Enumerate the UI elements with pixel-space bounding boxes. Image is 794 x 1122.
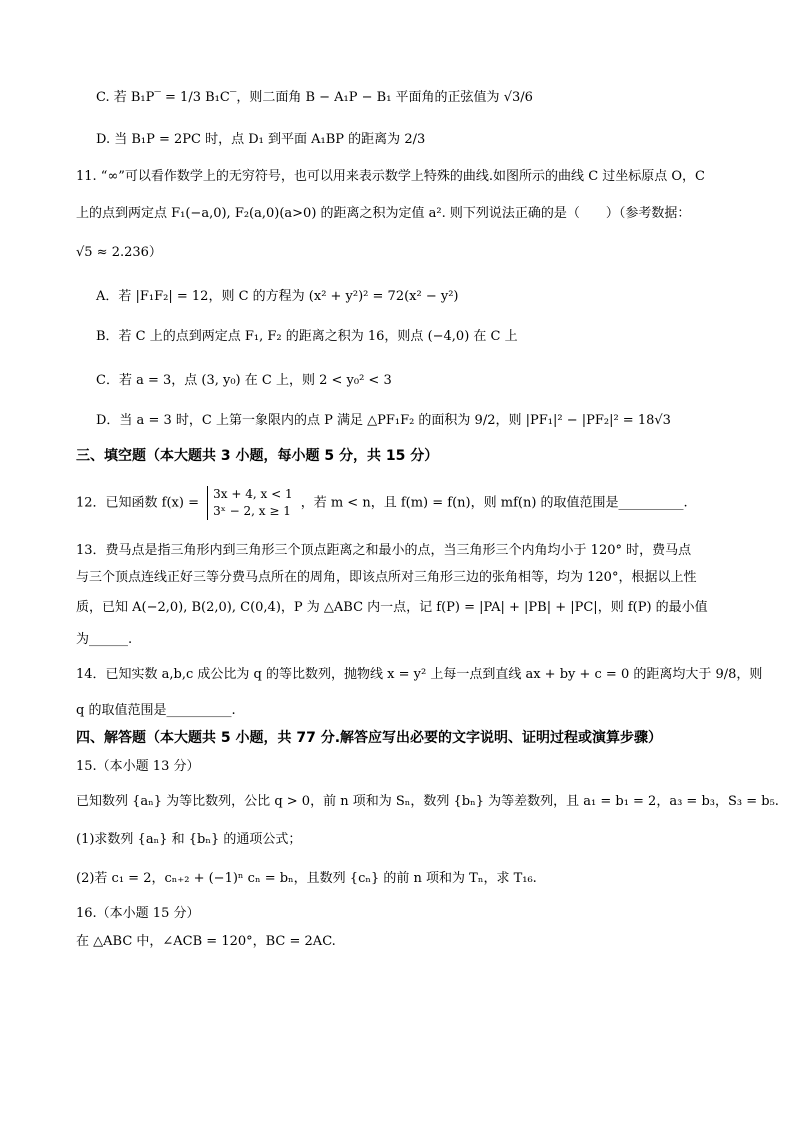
q16-heading: 16.（本小题 15 分） (76, 906, 200, 921)
q12-case1: 3x + 4, x < 1 (213, 487, 293, 501)
q14-line2: q 的取值范围是__________. (76, 703, 236, 718)
q14-line1: 14．已知实数 a,b,c 成公比为 q 的等比数列，抛物线 x = y² 上每一点到直线 ax + by + c = 0 的距离均大于 9/8，则 (76, 667, 763, 682)
q11-option-b: B．若 C 上的点到两定点 F₁, F₂ 的距离之积为 16，则点 (−4,0) 在 C 上 (96, 329, 518, 344)
q11-option-a: A．若 |F₁F₂| = 12，则 C 的方程为 (x² + y²)² = 72(x² − y²) (96, 289, 459, 304)
q10-option-d: D. 当 B₁P = 2PC 时，点 D₁ 到平面 A₁BP 的距离为 2/3 (96, 132, 426, 147)
q12-piecewise (207, 486, 292, 520)
q13-line3: 质，已知 A(−2,0), B(2,0), C(0,4)，P 为 △ABC 内一点，记 f(P) = |PA| + |PB| + |PC|，则 f(P) 的最小值 (76, 600, 708, 615)
q15-stem: 已知数列 {aₙ} 为等比数列，公比 q > 0，前 n 项和为 Sₙ，数列 {bₙ} 为等差数列，且 a₁ = b₁ = 2，a₃ = b₃，S₃ = b₅. (76, 794, 779, 809)
q11-stem-line2: 上的点到两定点 F₁(−a,0), F₂(a,0)(a>0) 的距离之积为定值 a². 则下列说法正确的是（ ）（参考数据： (76, 206, 691, 221)
q12-pre: 12．已知函数 f(x) = (76, 495, 199, 511)
q13-line4: 为______. (76, 632, 133, 647)
q12-case2: 3ˣ − 2, x ≥ 1 (213, 504, 291, 518)
q15-part1: (1)求数列 {aₙ} 和 {bₙ} 的通项公式； (76, 832, 302, 847)
q12-post: ，若 m < n，且 f(m) = f(n)，则 mf(n) 的取值范围是__________. (300, 495, 688, 511)
q11-option-c: C．若 a = 3，点 (3, y₀) 在 C 上，则 2 < y₀² < 3 (96, 373, 392, 388)
q13-line2: 与三个顶点连线正好三等分费马点所在的周角，即该点所对三角形三边的张角相等，均为 120°，根据以上性 (76, 570, 697, 585)
section-3-heading: 三、填空题（本大题共 3 小题，每小题 5 分，共 15 分） (76, 448, 439, 464)
q12-stem (76, 486, 688, 520)
q11-stem-line3: √5 ≈ 2.236） (76, 245, 162, 260)
q11-option-d: D．当 a = 3 时，C 上第一象限内的点 P 满足 △PF₁F₂ 的面积为 9/2，则 |PF₁|² − |PF₂|² = 18√3 (96, 413, 671, 428)
q16-stem: 在 △ABC 中，∠ACB = 120°，BC = 2AC. (76, 934, 336, 949)
q13-line1: 13．费马点是指三角形内到三角形三个顶点距离之和最小的点，当三角形三个内角均小于 120° 时，费马点 (76, 543, 692, 558)
q15-heading: 15.（本小题 13 分） (76, 759, 200, 774)
section-4-heading: 四、解答题（本大题共 5 小题，共 77 分.解答应写出必要的文字说明、证明过程或演算步骤） (76, 730, 663, 746)
q10-option-c: C. 若 B₁P‾ = 1/3 B₁C‾，则二面角 B − A₁P − B₁ 平面角的正弦值为 √3/6 (96, 90, 533, 105)
q15-part2: (2)若 c₁ = 2，cₙ₊₂ + (−1)ⁿ cₙ = bₙ，且数列 {cₙ} 的前 n 项和为 Tₙ，求 T₁₆. (76, 871, 537, 886)
q11-stem-line1: 11. “∞”可以看作数学上的无穷符号，也可以用来表示数学上特殊的曲线.如图所示的曲线 C 过坐标原点 O，C (76, 169, 706, 184)
